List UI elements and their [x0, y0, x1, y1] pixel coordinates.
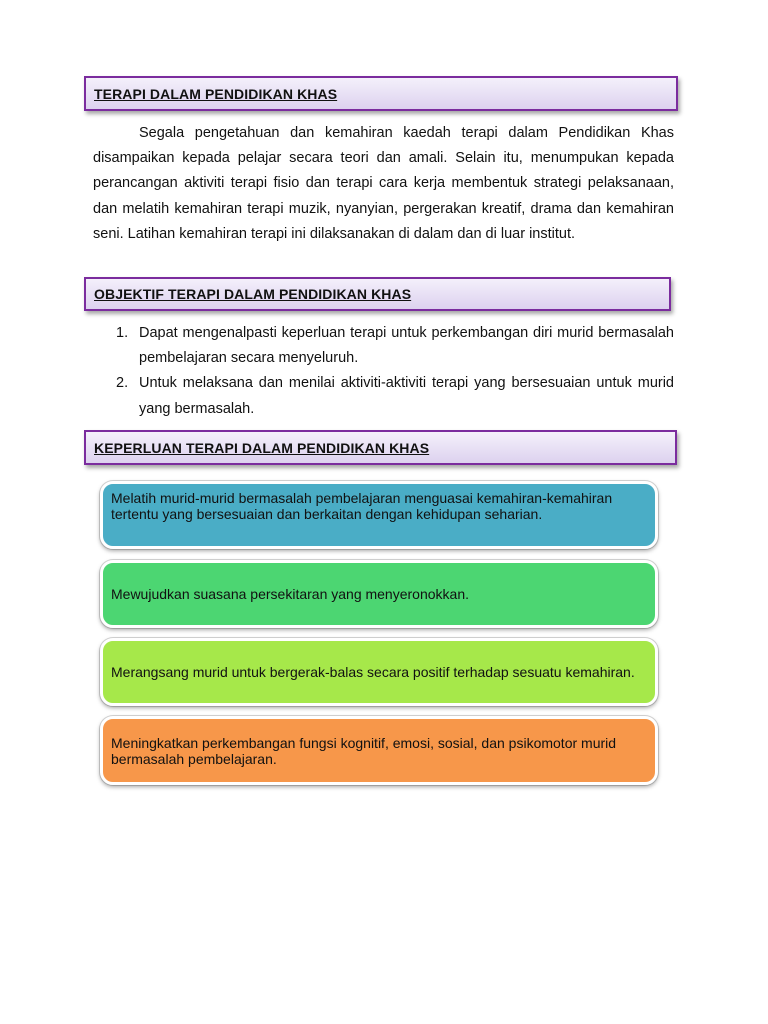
- need-box-4: [100, 716, 658, 785]
- need-box-1: [100, 481, 658, 549]
- section-heading-keperluan-text: KEPERLUAN TERAPI DALAM PENDIDIKAN KHAS: [94, 439, 430, 456]
- need-box-text: Mewujudkan suasana persekitaran yang menyeronokkan.: [111, 586, 469, 602]
- objective-number: 1.: [116, 325, 129, 341]
- need-box-2: [100, 560, 658, 628]
- objective-item: [93, 321, 674, 371]
- section-heading-terapi: [84, 76, 678, 111]
- section-heading-terapi-text: TERAPI DALAM PENDIDIKAN KHAS: [94, 85, 338, 102]
- intro-paragraph: Segala pengetahuan dan kemahiran kaedah terapi dalam Pendidikan Khas disampaikan kepada pelajar secara teori dan amali. Selain itu, menumpukan kepada perancangan aktiviti terapi fisio dan terapi cara kerja membentuk strategi pelaksanaan, dan melatih kemahiran terapi muzik, nyanyian, pergerakan kreatif, drama dan kemahiran seni. Latihan kemahiran terapi ini dilaksanakan di dalam dan di luar institut.: [93, 125, 674, 242]
- objective-number: 2.: [116, 375, 129, 392]
- need-box-text: Melatih murid-murid bermasalah pembelajaran menguasai kemahiran-kemahiran tertentu yang bersesuaian dan berkaitan dengan kehidupan seharian.: [111, 490, 613, 522]
- objective-item: [93, 371, 674, 421]
- section-heading-objektif-text: OBJEKTIF TERAPI DALAM PENDIDIKAN KHAS: [94, 286, 412, 302]
- section-heading-keperluan: [84, 430, 677, 465]
- objective-list: [93, 321, 674, 422]
- objective-text: Untuk melaksana dan menilai aktiviti-aktiviti terapi yang bersesuaian untuk murid yang bermasalah.: [139, 375, 674, 417]
- need-box-3: [100, 638, 658, 706]
- need-box-text: Merangsang murid untuk bergerak-balas secara positif terhadap sesuatu kemahiran.: [111, 664, 635, 680]
- section-heading-objektif: [84, 277, 671, 311]
- need-box-text: Meningkatkan perkembangan fungsi kognitif, emosi, sosial, dan psikomotor murid bermasalah pembelajaran.: [111, 734, 617, 767]
- objective-text: Dapat mengenalpasti keperluan terapi untuk perkembangan diri murid bermasalah pembelajaran secara menyeluruh.: [139, 325, 674, 367]
